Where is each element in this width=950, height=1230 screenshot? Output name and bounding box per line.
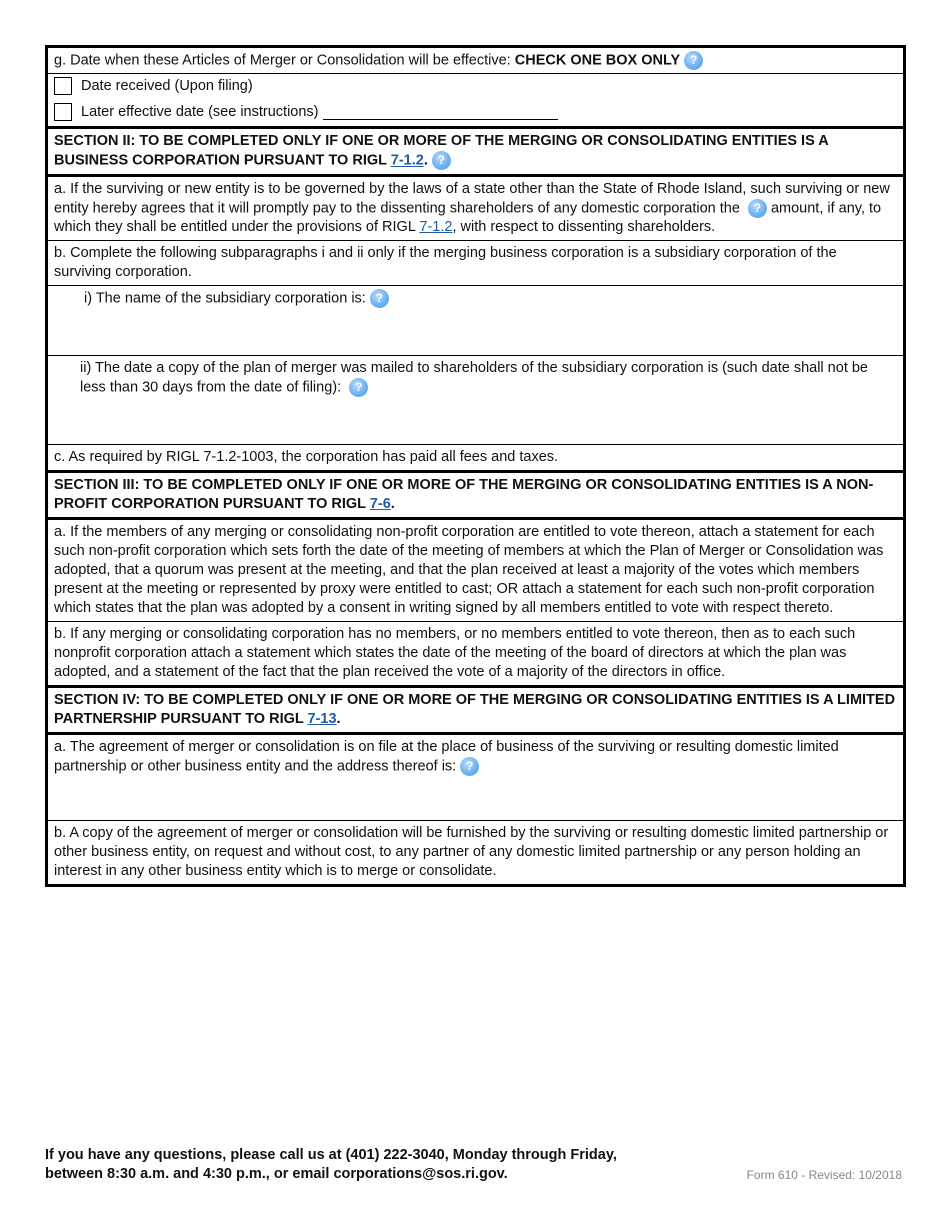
- option-later-date: [48, 98, 903, 129]
- form-revision: Form 610 - Revised: 10/2018: [746, 1168, 902, 1182]
- period: .: [336, 710, 341, 727]
- section2-a: [48, 177, 903, 241]
- section2-c: c. As required by RIGL 7-1.2-1003, the corporation has paid all fees and taxes.: [48, 445, 903, 473]
- section4-b: b. A copy of the agreement of merger or consolidation will be furnished by the surviving or resulting domestic limited partnership or other business entity, on request and without cost, to any partner of any domestic limited partnership or any person holding an interest in any other business entity which is to merge or consolidate.: [54, 824, 889, 879]
- section-g-text: g. Date when these Articles of Merger or Consolidation will be effective:: [54, 52, 515, 69]
- section2-title: [48, 129, 903, 176]
- section3-title: [48, 473, 903, 520]
- checkbox-later-date[interactable]: [54, 103, 72, 121]
- option-date-received-label: Date received (Upon filing): [81, 78, 253, 95]
- section4-title-text: SECTION IV: TO BE COMPLETED ONLY IF ONE OR MORE OF THE MERGING OR CONSOLIDATING ENTITIES IS A LIMITED PARTNERSHIP PURSUANT TO RIGL: [54, 691, 896, 727]
- option-date-received: [48, 74, 903, 98]
- section4-a: [48, 735, 903, 821]
- merger-form: [45, 45, 906, 887]
- section3-a: a. If the members of any merging or consolidating non-profit corporation are entitled to vote thereon, attach a statement for each such non-profit corporation which sets forth the date of the meeting of members at which the Plan of Merger or Consolidation was adopted, that a quorum was present at the meeting, and that the plan received at least a majority of the votes which members present at the meeting or represented by proxy were entitled to cast; OR attach a statement for each such non-profit corporation which states that the plan was adopted by a consent in writing signed by all members entitled to vote with respect thereto.: [48, 520, 903, 622]
- section4-a-text: a. The agreement of merger or consolidation is on file at the place of business of the surviving or resulting domestic limited partnership or other business entity and the address thereof is:: [54, 738, 839, 775]
- contact-line-1: If you have any questions, please call us at (401) 222-3040, Monday through Friday,: [45, 1147, 617, 1163]
- help-icon[interactable]: ?: [748, 199, 767, 218]
- section2-b-ii-text: ii) The date a copy of the plan of merger was mailed to shareholders of the subsidiary corporation is (such date shall not be less than 30 days from the date of filing):: [80, 359, 868, 396]
- section2-b: b. Complete the following subparagraphs i and ii only if the merging business corporation is a subsidiary corporation of the surviving corporation.: [48, 241, 903, 286]
- checkbox-date-received[interactable]: [54, 77, 72, 95]
- help-icon[interactable]: ?: [684, 51, 703, 70]
- contact-info: [45, 1146, 617, 1184]
- section-g-header: [48, 48, 903, 74]
- section2-a-text-mid: amount, if any, to which they shall be entitled under the provisions of RIGL: [54, 199, 882, 235]
- option-later-date-label: Later effective date (see instructions): [81, 104, 319, 121]
- rigl-link-7-1-2[interactable]: 7-1.2: [419, 218, 453, 235]
- section2-b-i-text: i) The name of the subsidiary corporation is:: [84, 290, 366, 307]
- rigl-link-7-1-2[interactable]: 7-1.2: [390, 152, 424, 169]
- help-icon[interactable]: ?: [370, 289, 389, 308]
- section3-title-text: SECTION III: TO BE COMPLETED ONLY IF ONE OR MORE OF THE MERGING OR CONSOLIDATING ENTITIES IS A NON-PROFIT CORPORATION PURSUANT TO RIGL: [54, 476, 874, 512]
- later-date-field[interactable]: [323, 105, 558, 120]
- rigl-link-7-6[interactable]: 7-6: [369, 495, 391, 512]
- contact-line-2: between 8:30 a.m. and 4:30 p.m., or email corporations@sos.ri.gov.: [45, 1166, 508, 1182]
- period: .: [423, 152, 428, 169]
- section2-a-text-end: , with respect to dissenting shareholders.: [452, 218, 716, 235]
- section4-title: [48, 688, 903, 735]
- help-icon[interactable]: ?: [460, 757, 479, 776]
- section2-a-text: a. If the surviving or new entity is to be governed by the laws of a state other than the State of Rhode Island, such surviving or new entity hereby agrees that it will promptly pay to the dissenting shareholders of any domestic corporation the: [54, 180, 890, 216]
- section3-b: b. If any merging or consolidating corporation has no members, or no members entitled to vote thereon, then as to each such nonprofit corporation attach a statement which states the date of the meeting of the board of directors at which the plan was adopted, and a statement of the fact that the plan received the vote of a majority of the directors in office.: [48, 622, 903, 688]
- section2-b-ii: [48, 356, 903, 445]
- section2-title-text: SECTION II: TO BE COMPLETED ONLY IF ONE OR MORE OF THE MERGING OR CONSOLIDATING ENTITIES IS A BUSINESS CORPORATION PURSUANT TO RIGL: [54, 133, 829, 169]
- help-icon[interactable]: ?: [349, 378, 368, 397]
- period: .: [390, 495, 395, 512]
- check-one-label: CHECK ONE BOX ONLY: [514, 52, 681, 69]
- rigl-link-7-13[interactable]: 7-13: [307, 710, 337, 727]
- section2-b-i: [48, 286, 903, 356]
- help-icon[interactable]: ?: [432, 151, 451, 170]
